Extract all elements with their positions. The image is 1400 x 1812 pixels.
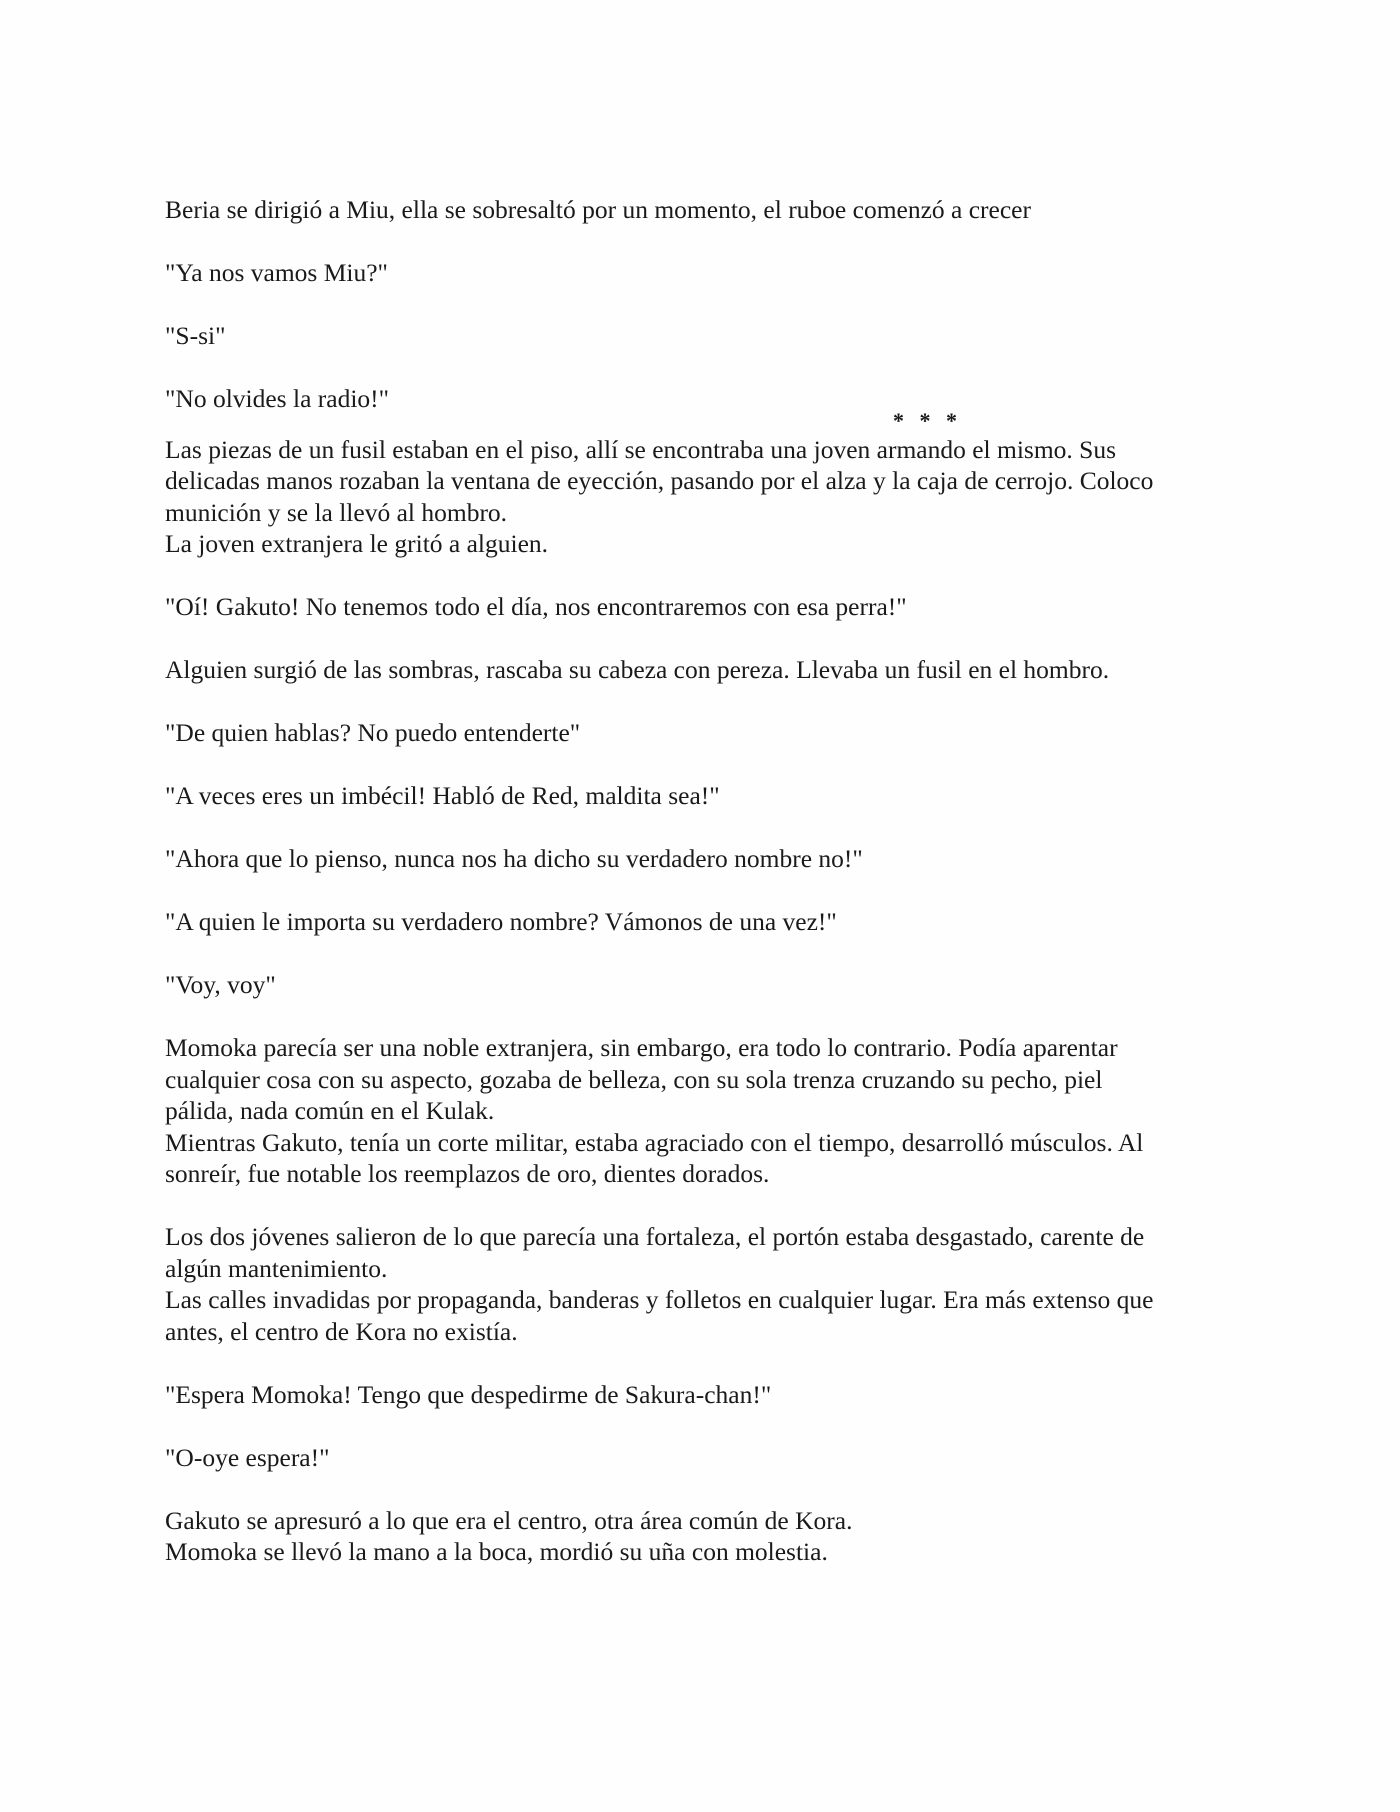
dialogue-line: "Voy, voy" bbox=[165, 970, 276, 999]
dialogue-line: "Oí! Gakuto! No tenemos todo el día, nos encontraremos con esa perra!" bbox=[165, 592, 907, 621]
paragraph-block bbox=[165, 1032, 1245, 1190]
paragraph-line: Momoka se llevó la mano a la boca, mordió su uña con molestia. bbox=[165, 1537, 828, 1566]
dialogue-line: "De quien hablas? No puedo entenderte" bbox=[165, 718, 581, 747]
paragraph-block bbox=[165, 1505, 1245, 1568]
paragraph-line: cualquier cosa con su aspecto, gozaba de belleza, con su sola trenza cruzando su pecho, piel bbox=[165, 1064, 1103, 1094]
document-body bbox=[165, 194, 1245, 1568]
dialogue-line: "No olvides la radio!" bbox=[165, 384, 390, 413]
scene-separator: * * * bbox=[893, 407, 962, 433]
paragraph: Beria se dirigió a Miu, ella se sobresaltó por un momento, el ruboe comenzó a crecer bbox=[165, 195, 1031, 224]
paragraph-line: La joven extranjera le gritó a alguien. bbox=[165, 529, 549, 558]
dialogue-line: "O-oye espera!" bbox=[165, 1442, 330, 1472]
paragraph-line: delicadas manos rozaban la ventana de eyección, pasando por el alza y la caja de cerrojo. Coloco bbox=[165, 466, 1154, 495]
paragraph-line: Gakuto se apresuró a lo que era el centro, otra área común de Kora. bbox=[165, 1505, 853, 1535]
paragraph-line: sonreír, fue notable los reemplazos de oro, dientes dorados. bbox=[165, 1159, 770, 1188]
paragraph: Alguien surgió de las sombras, rascaba su cabeza con pereza. Llevaba un fusil en el hombro. bbox=[165, 655, 1110, 684]
dialogue-line: "A quien le importa su verdadero nombre? Vámonos de una vez!" bbox=[165, 907, 837, 936]
paragraph-line: munición y se la llevó al hombro. bbox=[165, 497, 508, 527]
paragraph-line: antes, el centro de Kora no existía. bbox=[165, 1316, 518, 1346]
dialogue-line: "A veces eres un imbécil! Habló de Red, maldita sea!" bbox=[165, 781, 720, 810]
paragraph-line: Las piezas de un fusil estaban en el piso, allí se encontraba una joven armando el mismo. Sus bbox=[165, 434, 1117, 464]
dialogue-line: "Ya nos vamos Miu?" bbox=[165, 258, 388, 287]
paragraph-line: Los dos jóvenes salieron de lo que parecía una fortaleza, el portón estaba desgastado, carente de bbox=[165, 1222, 1145, 1251]
paragraph-line: Momoka parecía ser una noble extranjera, sin embargo, era todo lo contrario. Podía aparentar bbox=[165, 1033, 1118, 1062]
paragraph-line: Mientras Gakuto, tenía un corte militar, estaba agraciado con el tiempo, desarrolló músculos. Al bbox=[165, 1127, 1144, 1157]
dialogue-line: "Ahora que lo pienso, nunca nos ha dicho su verdadero nombre no!" bbox=[165, 844, 863, 873]
paragraph-block bbox=[165, 434, 1245, 560]
dialogue-line: "S-si" bbox=[165, 321, 226, 350]
paragraph-line: Las calles invadidas por propaganda, banderas y folletos en cualquier lugar. Era más extenso que bbox=[165, 1285, 1154, 1314]
paragraph-line: pálida, nada común en el Kulak. bbox=[165, 1096, 495, 1125]
paragraph-line: algún mantenimiento. bbox=[165, 1253, 388, 1283]
paragraph-block bbox=[165, 1221, 1245, 1347]
dialogue-line: "Espera Momoka! Tengo que despedirme de Sakura-chan!" bbox=[165, 1379, 772, 1409]
